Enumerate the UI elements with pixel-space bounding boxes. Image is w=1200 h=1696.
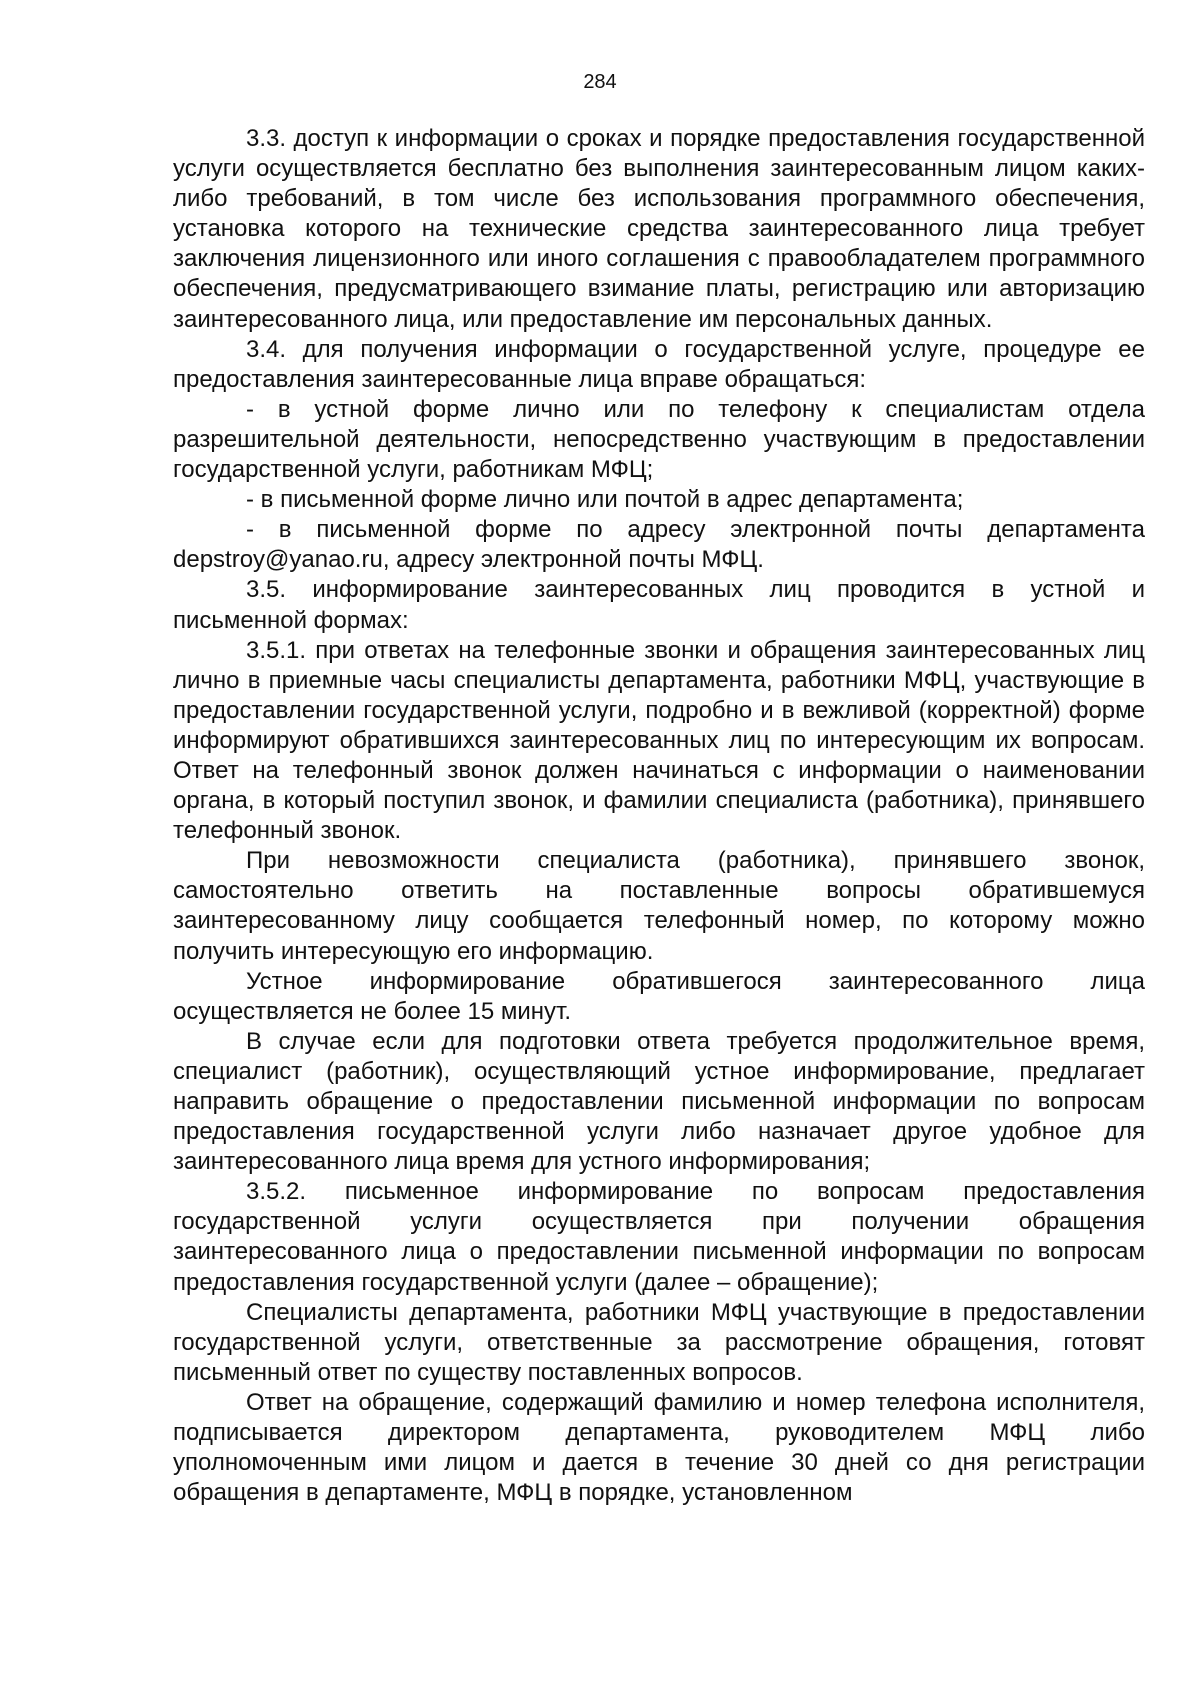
- paragraph-3-3: 3.3. доступ к информации о сроках и порядке предоставления государственной услуги осуществляется бесплатно без выполнения заинтересованным лицом каких-либо требований, в том числе без использования программного обеспечения, установка которого на технические средства заинтересованного лица требует заключения лицензионного или иного соглашения с правообладателем программного обеспечения, предусматривающего взимание платы, регистрацию или авторизацию заинтересованного лица, или предоставление им персональных данных.: [173, 125, 1145, 333]
- paragraph-3-5-2: 3.5.2. письменное информирование по вопросам предоставления государственной услуги осуществляется при получении обращения заинтересованного лица о предоставлении письменной информации по вопросам предоставления государственной услуги (далее – обращение);: [173, 1178, 1145, 1296]
- paragraph-3-5-1: 3.5.1. при ответах на телефонные звонки и обращения заинтересованных лиц лично в приемные часы специалисты департамента, работники МФЦ, участвующие в предоставлении государственной услуги, подробно и в вежливой (корректной) форме информируют обратившихся заинтересованных лиц по интересующим их вопросам. Ответ на телефонный звонок должен начинаться с информации о наименовании органа, в который поступил звонок, и фамилии специалиста (работника), принявшего телефонный звонок.: [173, 636, 1145, 845]
- page-number: 284: [583, 71, 617, 93]
- paragraph-3-4: 3.4. для получения информации о государственной услуге, процедуре ее предоставления заинтересованные лица вправе обращаться:: [173, 335, 1145, 393]
- list-item-written-email: - в письменной форме по адресу электронной почты департамента depstroy@yanao.ru, адресу электронной почты МФЦ.: [173, 516, 1145, 574]
- paragraph-answer: Ответ на обращение, содержащий фамилию и номер телефона исполнителя, подписывается директором департамента, руководителем МФЦ либо уполномоченным ими лицом и дается в течение 30 дней со дня регистрации обращения в департаменте, МФЦ в порядке, установленном: [173, 1388, 1145, 1507]
- list-item-written-mail: - в письменной форме лично или почтой в адрес департамента;: [246, 486, 964, 514]
- document-body: [173, 124, 1145, 1508]
- paragraph-impossibility: При невозможности специалиста (работника), принявшего звонок, самостоятельно ответить на поставленные вопросы обратившемуся заинтересованному лицу сообщается телефонный номер, по которому можно получить интересующую его информацию.: [173, 847, 1145, 965]
- list-item-oral-form: - в устной форме лично или по телефону к специалистам отдела разрешительной деятельности, непосредственно участвующим в предоставлении государственной услуги, работникам МФЦ;: [173, 395, 1145, 484]
- paragraph-3-5: 3.5. информирование заинтересованных лиц проводится в устной и письменной формах:: [173, 576, 1145, 634]
- paragraph-oral-duration: Устное информирование обратившегося заинтересованного лица осуществляется не более 15 минут.: [173, 967, 1145, 1025]
- paragraph-long-preparation: В случае если для подготовки ответа требуется продолжительное время, специалист (работник), осуществляющий устное информирование, предлагает направить обращение о предоставлении письменной информации по вопросам предоставления государственной услуги либо назначает другое удобное для заинтересованного лица время для устного информирования;: [173, 1027, 1145, 1176]
- paragraph-specialists: Специалисты департамента, работники МФЦ участвующие в предоставлении государственной услуги, ответственные за рассмотрение обращения, готовят письменный ответ по существу поставленных вопросов.: [173, 1298, 1145, 1386]
